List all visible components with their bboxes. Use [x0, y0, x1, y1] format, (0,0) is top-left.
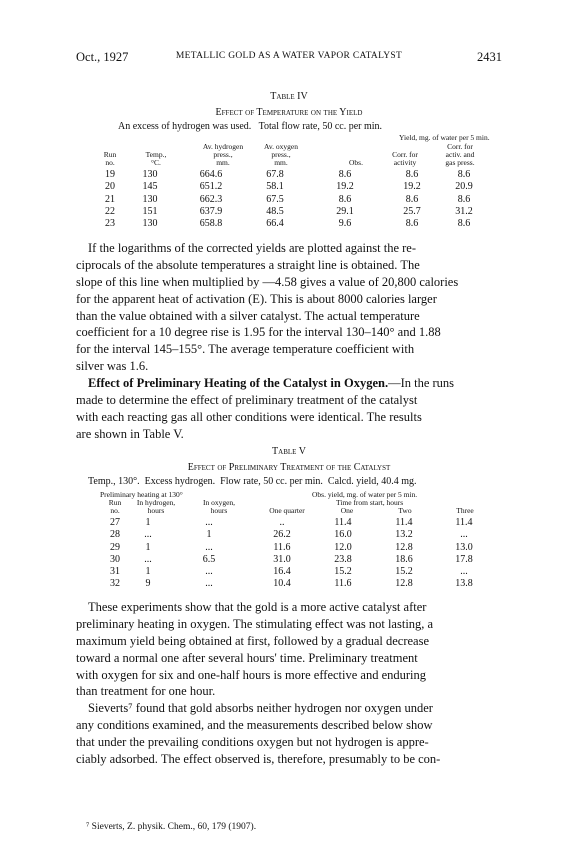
table-row: 29 1 ... 11.6 12.0 12.8 13.0 [110, 541, 473, 553]
table-row: 27 1 ... .. 11.4 11.4 11.4 [110, 517, 473, 528]
table5-note: Temp., 130°. Excess hydrogen. Flow rate, 50 cc. per min. Calcd. yield, 40.4 mg. [88, 476, 417, 487]
t5-head-quarter: One quarter [269, 506, 305, 515]
header-date: Oct., 1927 [76, 50, 129, 64]
table4-title: Effect of Temperature on the Yield [215, 107, 363, 118]
t4-head-corr: Corr. for activity [392, 150, 418, 167]
table4-label: Table IV [270, 91, 308, 102]
header-title: METALLIC GOLD AS A WATER VAPOR CATALYST [175, 51, 403, 61]
t5-group-time: Time from start, hours [336, 498, 404, 507]
t5-head-two: Two [398, 506, 412, 515]
footnote: ⁷ Sieverts, Z. physik. Chem., 60, 179 (1907). [86, 822, 257, 832]
table-row: 22 151 637.9 48.5 29.1 25.7 31.2 [105, 205, 473, 217]
table-row: 30 ... 6.5 31.0 23.8 18.6 17.8 [110, 553, 473, 565]
table4-body [96, 169, 490, 230]
t4-head-obs: Obs. [349, 158, 363, 167]
table-row: 32 9 ... 10.4 11.6 12.8 13.8 [110, 578, 473, 590]
t5-head-o2: In oxygen, hours [202, 498, 236, 515]
table-row: 23 130 658.8 66.4 9.6 8.6 8.6 [105, 218, 471, 230]
table4-note: An excess of hydrogen was used. Total flow rate, 50 cc. per min. [118, 121, 383, 132]
table5-body [100, 517, 494, 591]
t5-head-h2: In hydrogen, hours [136, 498, 176, 515]
page-number: 2431 [477, 50, 502, 64]
table4-group-header: Yield, mg. of water per 5 min. [399, 133, 490, 142]
section-heading: Effect of Preliminary Heating of the Catalyst in Oxygen. [88, 376, 389, 391]
t4-head-o2: Av. oxygen press., mm. [264, 142, 298, 167]
t4-head-h2: Av. hydrogen press., mm. [202, 142, 244, 167]
table-row: 21 130 662.3 67.5 8.6 8.6 8.6 [105, 193, 471, 205]
t5-group-yield: Obs. yield, mg. of water per 5 min. [312, 490, 418, 499]
table5-label: Table V [272, 446, 306, 457]
paragraph-oxygen-results: These experiments show that the gold is a more active catalyst after preliminary heating in oxygen. The stimulating effect was not lasting, a maximum yield being obtained at first, followed by a gradual decrease toward a normal one after several hours' time. Preliminary treatment with oxygen for six and one-half hours is more effective and enduring than treatment for one hour. [76, 600, 434, 699]
t5-head-three: Three [456, 506, 474, 515]
t4-head-run: Run no. [103, 150, 117, 167]
running-header [76, 50, 502, 66]
t4-head-corr2: Corr. for activ. and gas press. [445, 142, 475, 167]
t5-head-run: Run no. [108, 498, 122, 515]
t5-head-one: One [340, 506, 354, 515]
paragraph-sieverts: Sieverts⁷ found that gold absorbs neither hydrogen nor oxygen under any conditions examined, and the measurements described below show that under the prevailing conditions oxygen but not hydrogen is appre- ciably adsorbed. The effect observed is, therefore, presumably to be con- [76, 701, 441, 766]
table-row: 19 130 664.6 67.8 8.6 8.6 8.6 [105, 169, 471, 180]
table-row: 28 ... 1 26.2 16.0 13.2 ... [110, 529, 468, 541]
paragraph-heat-activation: If the logarithms of the corrected yields are plotted against the re- ciprocals of the absolute temperatures a straight line is obtained. The slope of this line when multiplied by —4.58 gives a value of 20,800 calories for the apparent heat of activation (E). This is about 8000 calories larger than the value obtained with a silver catalyst. The actual temperature coefficient for a 10 degree rise is 1.95 for the interval 130–140° and 1.88 for the interval 145–155°. The average temperature coefficient with silver was 1.6. Effect of Preliminary Heating of the Catalyst in Oxygen.—In the runs made to determine the effect of preliminary treatment of the catalyst with each reacting gas all other conditions were identical. The results are shown in Table V. [76, 241, 459, 441]
table-row: 20 145 651.2 58.1 19.2 19.2 20.9 [105, 181, 473, 193]
t4-head-temp: Temp., °C. [145, 150, 167, 167]
table5-title: Effect of Preliminary Treatment of the Catalyst [187, 462, 391, 473]
t5-group-preliminary: Preliminary heating at 130° [100, 490, 183, 499]
table-row: 31 1 ... 16.4 15.2 15.2 ... [110, 566, 468, 578]
